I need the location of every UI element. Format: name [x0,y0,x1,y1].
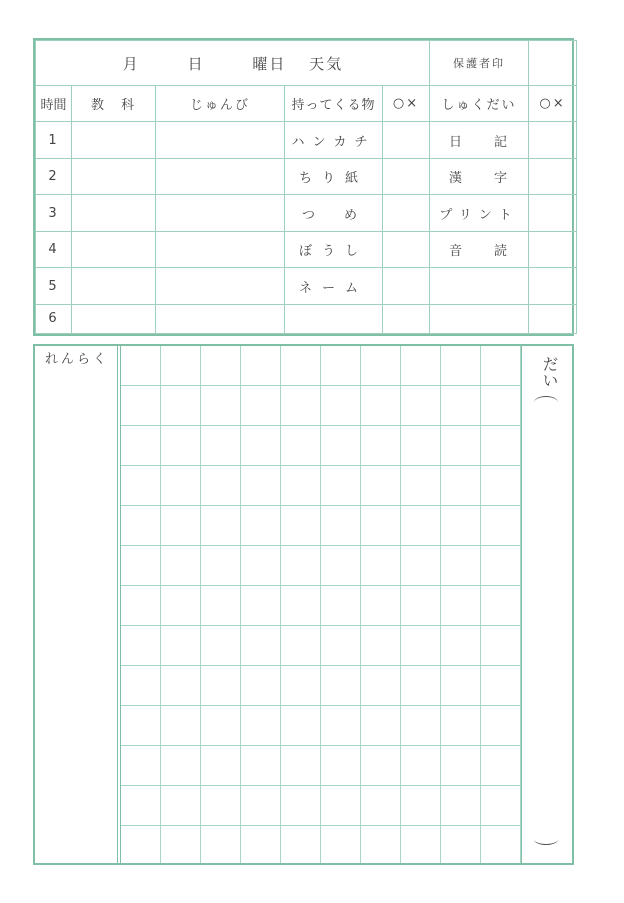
column-headers [36,86,577,122]
notes-section [33,344,574,865]
col-period: 時間 [36,86,72,122]
month-label: 月 [122,54,140,73]
col-check1: ○× [383,86,430,122]
guardian-seal-box[interactable] [529,41,577,86]
table-row: 5 ネーム [36,268,577,304]
date-header [36,41,430,86]
day-label: 日 [187,54,205,73]
table-row: 3 つ め プリント [36,195,577,231]
col-preparation: じゅんび [156,86,285,122]
table-row: 6 [36,304,577,333]
col-check2: ○× [529,86,577,122]
col-homework: しゅくだい [430,86,529,122]
table-row: 1 ハンカチ 日 記 [36,122,577,158]
notes-label-column [35,346,118,863]
table-row: 4 ぼうし 音 読 [36,231,577,267]
notes-label: れんらく [45,352,110,367]
open-bracket-icon [534,396,558,409]
title-vertical-label: だい [540,356,559,388]
writing-grid[interactable] [120,346,522,863]
table-row: 2 ちり紙 漢 字 [36,158,577,194]
guardian-seal-label: 保護者印 [430,41,529,86]
close-bracket-icon [534,834,558,845]
title-column [522,346,574,863]
col-subject: 教 科 [72,86,156,122]
weather-label: 天気 [309,54,344,73]
weekday-label: 曜日 [252,54,287,73]
col-items: 持ってくる物 [285,86,383,122]
schedule-table [33,38,574,336]
